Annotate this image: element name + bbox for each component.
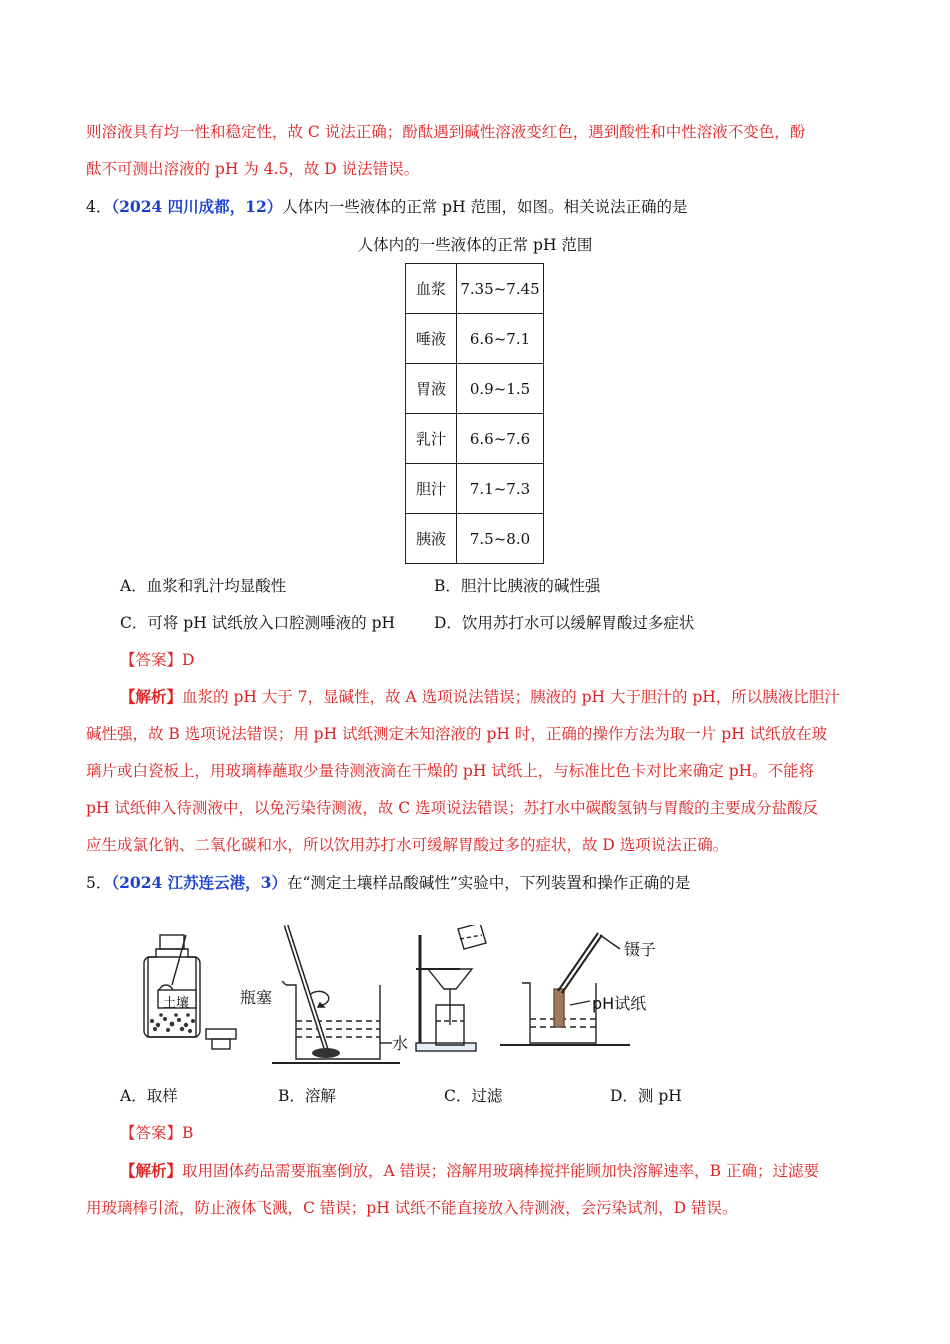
ph-paper-label: pH试纸	[592, 994, 647, 1013]
prev-analysis-line-1: 则溶液具有均一性和稳定性，故 C 说法正确；酚酞遇到碱性溶液变红色，遇到酸性和中性溶液不变色，酚	[86, 123, 806, 141]
soil-label: 土壤	[163, 996, 190, 1011]
soil-particles	[150, 1013, 195, 1033]
option-c: C．过滤	[444, 1087, 503, 1105]
table-row	[406, 314, 544, 364]
analysis-line-2: 碱性强，故 B 选项说法错误；用 pH 试纸测定未知溶液的 pH 时，正确的操作方法为取一片 pH 试纸放在玻	[86, 725, 828, 743]
table-row	[406, 464, 544, 514]
stopper-illustration	[206, 1029, 236, 1049]
dissolving-soil	[312, 1048, 340, 1058]
analysis-line-1	[120, 1160, 864, 1182]
option-b: B．胆汁比胰液的碱性强	[434, 577, 601, 595]
fluid-name-cell: 胃液	[406, 364, 457, 414]
analysis-line-3: 璃片或白瓷板上，用玻璃棒蘸取少量待测液滴在干燥的 pH 试纸上，与标准比色卡对比来确定 pH。不能将	[86, 762, 815, 780]
ph-range-cell: 7.1~7.3	[457, 464, 544, 514]
option-b: B．溶解	[278, 1087, 336, 1105]
analysis-text: 取用固体药品需要瓶塞倒放，A 错误；溶解用玻璃棒搅拌能顾加快溶解速率，B 正确；过滤要	[182, 1162, 819, 1180]
tweezers-label: 镊子	[624, 940, 657, 959]
stopper-label: 瓶塞	[240, 988, 273, 1007]
table-row	[406, 364, 544, 414]
analysis-line-2: 用玻璃棒引流，防止液体飞溅，C 错误；pH 试纸不能直接放入待测液，会污染试剂，D 错误。	[86, 1199, 738, 1217]
analysis-tag: 【解析】	[120, 687, 183, 706]
question-4-stem	[86, 196, 864, 218]
question-source: （2024 四川成都，12）	[111, 197, 283, 216]
table-row	[406, 264, 544, 314]
table-row	[406, 514, 544, 564]
analysis-line-4: pH 试纸伸入待测液中，以免污染待测液，故 C 选项说法错误；苏打水中碳酸氢钠与胃酸的主要成分盐酸反	[86, 799, 819, 817]
table-caption: 人体内的一些液体的正常 pH 范围	[357, 236, 593, 254]
water-label: 水	[392, 1034, 409, 1053]
ph-range-cell: 7.5~8.0	[457, 514, 544, 564]
option-d: D．测 pH	[610, 1087, 682, 1105]
answer-label: 【答案】D	[120, 651, 195, 669]
option-a: A．血浆和乳汁均显酸性	[120, 577, 287, 595]
ph-range-cell: 7.35~7.45	[457, 264, 544, 314]
fluid-name-cell: 血浆	[406, 264, 457, 314]
option-c: C．可将 pH 试纸放入口腔测唾液的 pH	[120, 614, 396, 632]
ph-range-table	[405, 263, 544, 564]
ph-range-cell: 6.6~7.6	[457, 414, 544, 464]
ph-range-cell: 0.9~1.5	[457, 364, 544, 414]
fluid-name-cell: 胆汁	[406, 464, 457, 514]
ph-test-illustration	[500, 933, 630, 1045]
filtration-stand-illustration	[416, 925, 486, 1051]
option-d: D．饮用苏打水可以缓解胃酸过多症状	[434, 614, 695, 632]
analysis-line-5: 应生成氯化钠、二氧化碳和水，所以饮用苏打水可缓解胃酸过多的症状，故 D 选项说法正确。	[86, 836, 729, 854]
table-row	[406, 414, 544, 464]
option-a: A．取样	[120, 1087, 178, 1105]
question-text: 人体内一些液体的正常 pH 范围，如图。相关说法正确的是	[282, 198, 688, 216]
apparatus-figure	[130, 925, 690, 1075]
analysis-line-1	[120, 686, 864, 708]
fluid-name-cell: 胰液	[406, 514, 457, 564]
ph-range-cell: 6.6~7.1	[457, 314, 544, 364]
prev-analysis-line-2: 酞不可测出溶液的 pH 为 4.5，故 D 说法错误。	[86, 160, 420, 178]
dissolve-beaker-illustration	[272, 925, 400, 1063]
question-text: 在“测定土壤样品酸碱性”实验中，下列装置和操作正确的是	[286, 874, 691, 892]
fluid-name-cell: 唾液	[406, 314, 457, 364]
question-source: （2024 江苏连云港，3）	[111, 873, 287, 892]
question-number: 4．	[86, 198, 112, 216]
question-number: 5．	[86, 874, 112, 892]
answer-label: 【答案】B	[120, 1124, 194, 1142]
analysis-text: 血浆的 pH 大于 7，显碱性，故 A 选项说法错误；胰液的 pH 大于胆汁的 pH，所以胰液比胆汁	[182, 688, 840, 706]
fluid-name-cell: 乳汁	[406, 414, 457, 464]
analysis-tag: 【解析】	[120, 1161, 183, 1180]
question-5-stem	[86, 872, 864, 894]
